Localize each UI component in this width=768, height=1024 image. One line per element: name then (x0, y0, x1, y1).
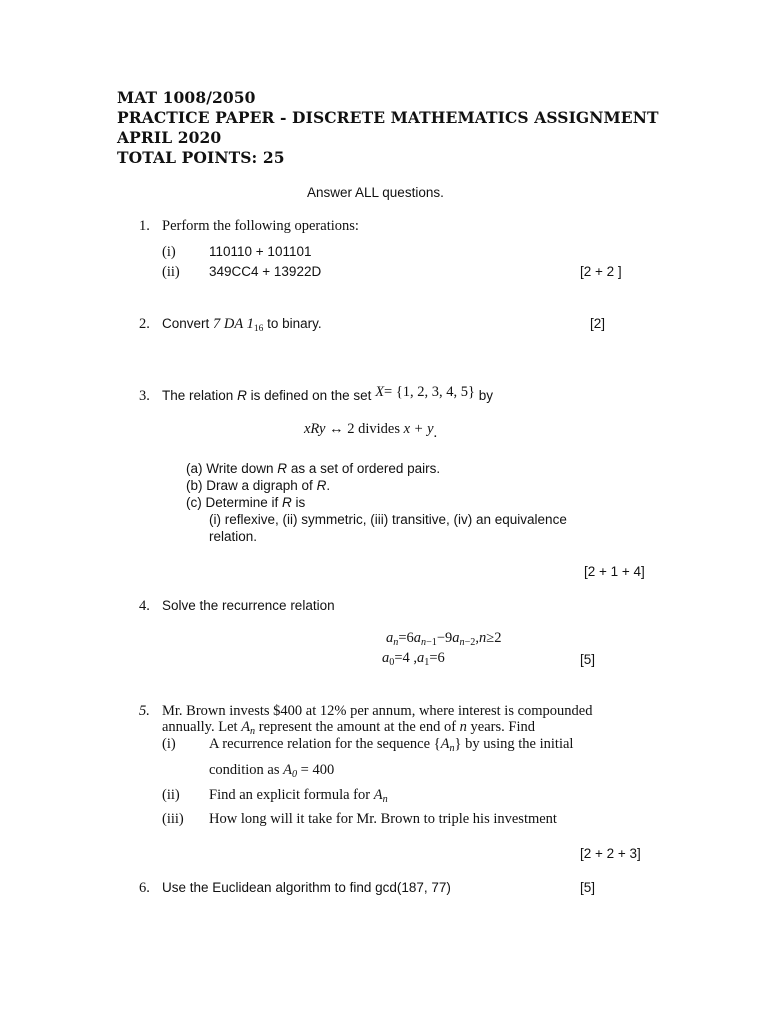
question-text: Solve the recurrence relation (162, 598, 335, 613)
relation-symbol: R (237, 388, 247, 403)
part-b (186, 478, 330, 493)
relation-lhs: xRy (304, 421, 326, 437)
question-marks: [2 + 1 + 4] (584, 564, 645, 579)
part-a (186, 461, 440, 476)
text-segment: condition as (209, 762, 280, 778)
variable: A (373, 787, 383, 803)
question-number: 3. (139, 388, 150, 404)
recurrence-equation: $a_n=6a_{n-1}-9a_{n-2},n\ge 2$ (386, 630, 502, 648)
relation-symbol: R (277, 461, 288, 476)
variable: A (283, 762, 292, 778)
question-text: Use the Euclidean algorithm to find gcd(187, 77) (162, 880, 451, 895)
item-label: (i) (162, 244, 176, 260)
item-text-cont (209, 762, 334, 779)
question-marks: [5] (580, 652, 596, 667)
text-segment: = 400 (300, 762, 335, 778)
item-expression: 110110 + 101101 (209, 244, 312, 259)
item-expression: 349CC4 + 13922D (209, 264, 322, 279)
question-number: 5. (139, 703, 150, 719)
question-number: 6. (139, 880, 150, 896)
text-segment: annually. Let (162, 719, 238, 735)
text-segment: Convert (162, 316, 210, 331)
text-segment: to binary. (267, 316, 322, 331)
question-text-line-1: Mr. Brown invests $400 at 12% per annum, where interest is compounded (162, 703, 593, 719)
text-segment: A recurrence relation for the sequence { (209, 736, 441, 752)
text-segment: The relation (162, 388, 234, 403)
text-segment: Find an explicit formula for (209, 787, 371, 803)
text-segment: is (295, 495, 306, 510)
relation-definition (304, 421, 438, 441)
item-text: How long will it take for Mr. Brown to triple his investment (209, 811, 557, 827)
question-number: 2. (139, 316, 150, 332)
text-segment: . (326, 478, 331, 493)
question-marks: [2 + 2 + 3] (580, 846, 641, 861)
question-text (162, 384, 494, 405)
variable: A (440, 736, 450, 752)
text-segment: as a set of ordered pairs. (290, 461, 441, 476)
variable: n (459, 719, 467, 735)
instruction: Answer ALL questions. (307, 185, 444, 200)
text-segment: years. Find (470, 719, 535, 735)
hex-base: 16 (253, 324, 264, 334)
course-code: MAT 1008/2050 (117, 88, 256, 107)
item-label: (i) (162, 736, 176, 752)
variable-subscript: n (250, 726, 256, 737)
question-marks: [5] (580, 880, 596, 895)
question-text-line-2 (162, 719, 535, 736)
question-marks: [2 + 2 ] (580, 264, 622, 279)
item-label: (ii) (162, 787, 180, 803)
question-text: Perform the following operations: (162, 218, 359, 234)
variable-subscript: n (449, 743, 455, 754)
question-number: 1. (139, 218, 150, 234)
text-segment: by (478, 388, 494, 403)
text-segment: (c) Determine if (186, 495, 279, 510)
question-marks: [2] (590, 316, 606, 331)
item-text (209, 736, 573, 753)
relation-mid: ↔ 2 divides (329, 421, 400, 437)
relation-symbol: R (316, 478, 327, 493)
part-c-options-cont: relation. (209, 529, 258, 544)
variable-subscript: 0 (291, 769, 298, 780)
text-segment: } by using the initial (454, 736, 574, 752)
part-c-options: (i) reflexive, (ii) symmetric, (iii) transitive, (iv) an equivalence (209, 512, 567, 527)
paper-title: PRACTICE PAPER - DISCRETE MATHEMATICS ASSIGNMENT (117, 108, 659, 127)
hex-value: 7 DA 1 (213, 316, 254, 332)
item-label: (ii) (162, 264, 180, 280)
initial-conditions: $a_0=4$ $,a_1=6$ (382, 650, 445, 668)
question-text (162, 316, 322, 333)
relation-rhs: x + y (403, 421, 434, 437)
relation-symbol: R (282, 495, 292, 510)
part-c (186, 495, 305, 510)
item-text (209, 787, 388, 804)
relation-end: . (433, 425, 438, 441)
total-points: TOTAL POINTS: 25 (117, 148, 285, 167)
set-value: = {1, 2, 3, 4, 5} (384, 384, 476, 400)
text-segment: (b) Draw a digraph of (186, 478, 313, 493)
variable: A (241, 719, 251, 735)
set-name: X (375, 384, 385, 400)
text-segment: is defined on the set (250, 388, 372, 403)
question-number: 4. (139, 598, 150, 614)
paper-date: APRIL 2020 (117, 128, 222, 147)
item-label: (iii) (162, 811, 184, 827)
text-segment: (a) Write down (186, 461, 274, 476)
variable-subscript: n (382, 794, 388, 805)
text-segment: represent the amount at the end of (258, 719, 457, 735)
